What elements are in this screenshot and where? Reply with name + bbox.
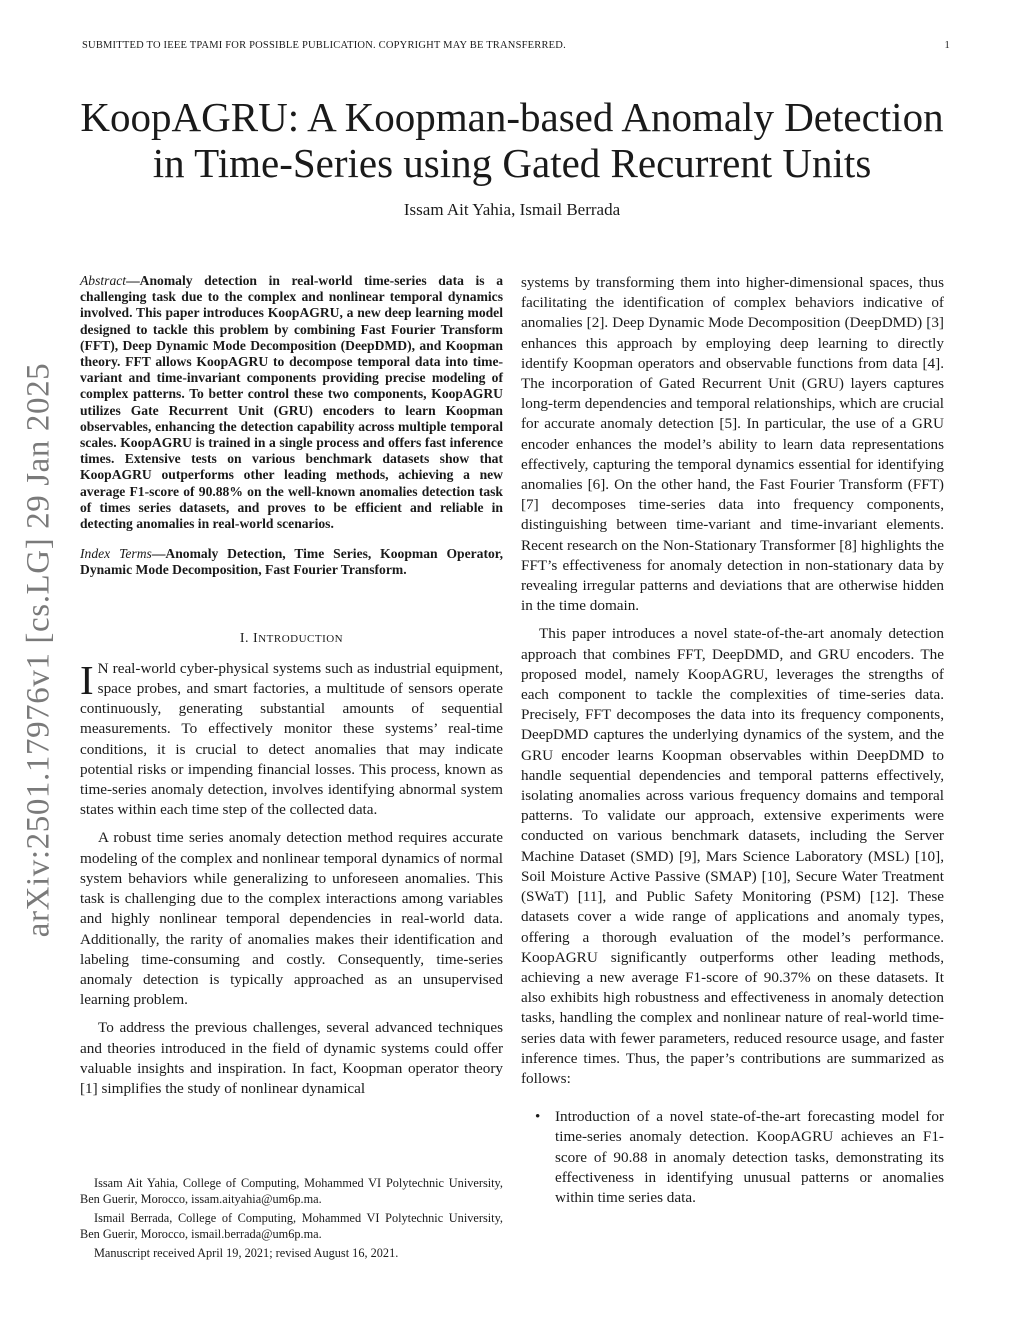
section-title-rest: NTRODUCTION bbox=[258, 632, 344, 645]
right-paragraph-1: systems by transforming them into higher-dimensional spaces, thus facilitating the identification of complex behaviors indicative of anomalies [2]. Deep Dynamic Mode Decomposition (DeepDMD) [3] enhances this approach by employing deep learning to directly identify Koopman operators and observable functions from data [4]. The incorporation of Gated Recurrent Unit (GRU) layers captures long-term dependencies and temporal relationships, which are crucial for accurate anomaly detection [5]. In particular, the use of a GRU encoder enhances the model’s ability to learn data representations effectively, capturing the temporal dynamics essential for identifying anomalies [6]. On the other hand, the Fast Fourier Transform (FFT) [7] decomposes time-series data into frequency components, distinguishing between time-variant and time-invariant elements. Recent research on the Non-Stationary Transformer [8] highlights the FFT’s effectiveness for anomaly detection in non-stationary data by revealing irregular patterns and deviations that are otherwise hidden in the time domain. bbox=[521, 274, 944, 615]
drop-cap: I bbox=[80, 656, 94, 703]
arxiv-watermark bbox=[14, 360, 64, 940]
intro-paragraph-2: A robust time series anomaly detection method requires accurate modeling of the complex and nonlinear temporal dynamics of normal system behaviors while generalizing to unforeseen anomalies. This task is challenging due to the complex interactions among variables and highly nonlinear temporal dependencies in real-world data. Additionally, the rarity of anomalies makes their identification and labeling time-consuming and costly. Consequently, time-series anomaly detection is typically approached as an unsupervised learning problem. bbox=[80, 829, 503, 1009]
intro-paragraph-1 bbox=[80, 656, 503, 821]
footnotes bbox=[80, 1176, 503, 1266]
abstract bbox=[80, 273, 503, 532]
right-column bbox=[521, 273, 944, 1208]
contributions-list bbox=[521, 1107, 944, 1208]
index-terms-lead: Index Terms bbox=[80, 546, 152, 562]
paper-title bbox=[60, 94, 964, 186]
index-terms bbox=[80, 546, 503, 578]
list-item bbox=[521, 1107, 944, 1208]
title-line-1: KoopAGRU: A Koopman-based Anomaly Detection bbox=[80, 94, 944, 140]
abstract-text: —Anomaly detection in real-world time-series data is a challenging task due to the complex and nonlinear temporal dynamics involved. This paper introduces KoopAGRU, a new deep learning model designed to tackle this problem by combining Fast Fourier Transform (FFT), Deep Dynamic Mode Decomposition (DeepDMD), and Koopman theory. FFT allows KoopAGRU to decompose temporal data into time-variant and time-invariant components providing precise modeling of complex patterns. To better control these two components, KoopAGRU utilizes Gate Recurrent Unit (GRU) encoders to learn Koopman observables, enhancing the detection capability across multiple temporal scales. KoopAGRU is trained in a single process and offers fast inference times. Extensive tests on various benchmark datasets show that KoopAGRU outperforms other leading methods, achieving a new average F1-score of 90.88% on the well-known anomalies detection task of times series datasets, and proves to be efficient and reliable in detecting anomalies in real-world scenarios. bbox=[80, 273, 503, 532]
intro-paragraph-1-text: N real-world cyber-physical systems such as industrial equipment, space probes, and smart factories, a multitude of sensors operate continuously, generating substantial amounts of sequential measurements. To effectively monitor these systems’ real-time conditions, it is crucial to detect anomalies that may indicate potential risks or impending financial losses. This process, known as time-series anomaly detection, involves identifying abnormal system states within each time step of the collected data. bbox=[80, 659, 503, 819]
page-number: 1 bbox=[944, 40, 950, 51]
section-numeral: I. I bbox=[239, 630, 259, 646]
contribution-text: Introduction of a novel state-of-the-art forecasting model for time-series anomaly detection. KoopAGRU achieves an F1-score of 90.88 in anomaly detection tasks, demonstrating its effectiveness in identifying unusual patterns or anomalies within time series data. bbox=[555, 1108, 944, 1206]
left-column bbox=[80, 273, 503, 1099]
footnote-manuscript: Manuscript received April 19, 2021; revised August 16, 2021. bbox=[94, 1246, 399, 1260]
right-paragraph-2: This paper introduces a novel state-of-the-art anomaly detection approach that combines FFT, DeepDMD, and GRU encoders. The proposed model, namely KoopAGRU, leverages the strengths of each component to tackle the complexities of time-series data. Precisely, FFT decomposes the data into its frequency components, DeepDMD captures the underlying dynamics of the system, and the GRU encoder learns Koopman observables within DeepDMD to handle sequential dependencies and temporal patterns effectively, isolating anomalies across various frequency domains and temporal patterns. To validate our approach, extensive experiments were conducted on various benchmark datasets, including the Server Machine Dataset (SMD) [9], Mars Science Laboratory (MSL) [10], Soil Moisture Active Passive (SMAP) [10], Secure Water Treatment (SWaT) [11], and Public Safety Monitoring (PSM) [12]. These datasets cover a wide range of applications and anomaly types, offering a thorough evaluation of the model’s performance. KoopAGRU significantly outperforms other leading methods, achieving a new average F1-score of 90.37% on these datasets. It also exhibits high robustness and effectiveness in anomaly detection tasks, handling the complex and nonlinear nature of real-world time-series data with fewer parameters, reduced resource usage, and faster inference times. Thus, the paper’s contributions are summarized as follows: bbox=[521, 625, 944, 1087]
footnote-author-1: Issam Ait Yahia, College of Computing, Mohammed VI Polytechnic University, Ben Guerir, Morocco, issam.aityahia@um6p.ma. bbox=[80, 1176, 503, 1206]
index-terms-text: —Anomaly Detection, Time Series, Koopman Operator, Dynamic Mode Decomposition, Fast Fourier Transform. bbox=[80, 546, 503, 578]
intro-paragraph-3: To address the previous challenges, several advanced techniques and theories introduced in the field of dynamic systems could offer valuable insights and inspiration. In fact, Koopman operator theory [1] simplifies the study of nonlinear dynamical bbox=[80, 1019, 503, 1097]
bullet-icon: • bbox=[535, 1108, 541, 1126]
running-header bbox=[82, 40, 950, 56]
footnote-author-2: Ismail Berrada, College of Computing, Mohammed VI Polytechnic University, Ben Guerir, Morocco, ismail.berrada@um6p.ma. bbox=[80, 1211, 503, 1241]
author-list: Issam Ait Yahia, Ismail Berrada bbox=[403, 200, 621, 219]
section-heading-introduction bbox=[80, 629, 503, 649]
arxiv-identifier: arXiv:2501.17976v1 [cs.LG] 29 Jan 2025 bbox=[20, 362, 57, 938]
title-line-2: in Time-Series using Gated Recurrent Units bbox=[152, 140, 872, 186]
abstract-lead: Abstract bbox=[80, 273, 127, 288]
running-head-text: SUBMITTED TO IEEE TPAMI FOR POSSIBLE PUBLICATION. COPYRIGHT MAY BE TRANSFERRED. bbox=[82, 40, 566, 51]
